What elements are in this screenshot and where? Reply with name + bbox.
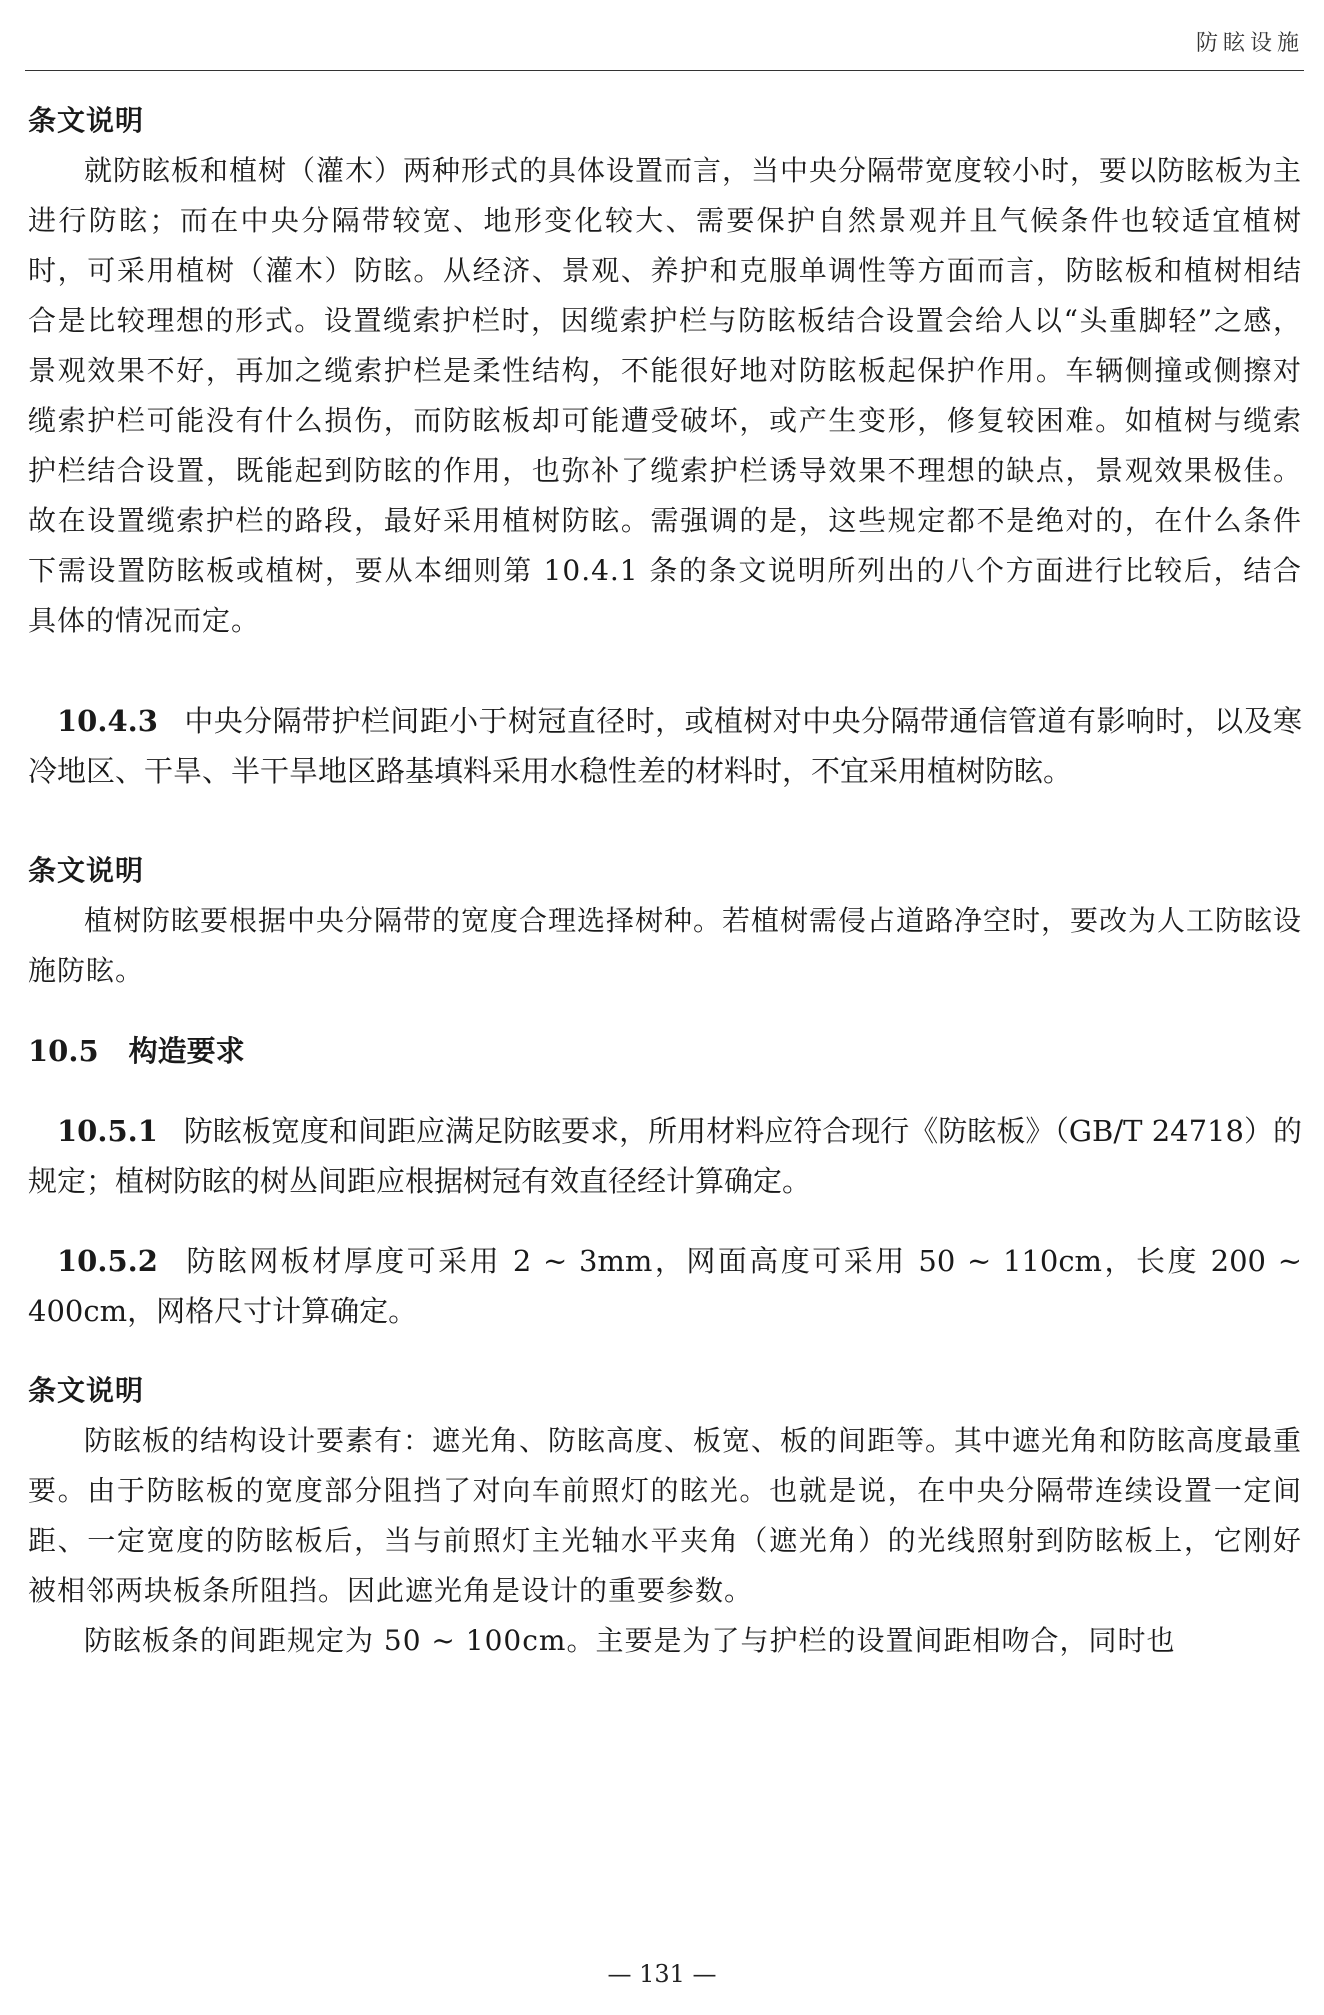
commentary-label: 条文说明 bbox=[28, 1374, 145, 1407]
clause-10-5-2 bbox=[28, 1236, 1302, 1336]
section-title: 构造要求 bbox=[128, 1034, 245, 1068]
commentary-block-1 bbox=[28, 96, 1302, 646]
page-header bbox=[25, 0, 1304, 71]
page-number: — 131 — bbox=[607, 1960, 717, 1988]
commentary-label: 条文说明 bbox=[28, 854, 145, 887]
commentary-paragraph: 就防眩板和植树（灌木）两种形式的具体设置而言，当中央分隔带宽度较小时，要以防眩板为主进行防眩；而在中央分隔带较宽、地形变化较大、需要保护自然景观并且气候条件也较适宜植树时，可采用植树（灌木）防眩。从经济、景观、养护和克服单调性等方面而言，防眩板和植树相结合是比较理想的形式。设置缆索护栏时，因缆索护栏与防眩板结合设置会给人以“头重脚轻”之感，景观效果不好，再加之缆索护栏是柔性结构，不能很好地对防眩板起保护作用。车辆侧撞或侧擦对缆索护栏可能没有什么损伤，而防眩板却可能遭受破坏，或产生变形，修复较困难。如植树与缆索护栏结合设置，既能起到防眩的作用，也弥补了缆索护栏诱导效果不理想的缺点，景观效果极佳。故在设置缆索护栏的路段，最好采用植树防眩。需强调的是，这些规定都不是绝对的，在什么条件下需设置防眩板或植树，要从本细则第 10.4.1 条的条文说明所列出的八个方面进行比较后，结合具体的情况而定。 bbox=[28, 154, 1303, 637]
clause-10-4-3 bbox=[28, 696, 1302, 796]
clause-number: 10.5.2 bbox=[57, 1244, 158, 1278]
clause-text: 防眩网板材厚度可采用 2 ~ 3mm，网面高度可采用 50 ~ 110cm，长度 200 ~ 400cm，网格尺寸计算确定。 bbox=[28, 1244, 1302, 1328]
clause-text: 中央分隔带护栏间距小于树冠直径时，或植树对中央分隔带通信管道有影响时，以及寒冷地区、干旱、半干旱地区路基填料采用水稳性差的材料时，不宜采用植树防眩。 bbox=[28, 704, 1302, 788]
page-body bbox=[28, 96, 1302, 1666]
clause-10-5-1 bbox=[28, 1106, 1302, 1206]
commentary-block-2 bbox=[28, 846, 1302, 996]
running-header-title: 防眩设施 bbox=[1195, 31, 1304, 56]
section-number: 10.5 bbox=[28, 1034, 99, 1068]
commentary-paragraph-1: 防眩板的结构设计要素有：遮光角、防眩高度、板宽、板的间距等。其中遮光角和防眩高度最重要。由于防眩板的宽度部分阻挡了对向车前照灯的眩光。也就是说，在中央分隔带连续设置一定间距、一定宽度的防眩板后，当与前照灯主光轴水平夹角（遮光角）的光线照射到防眩板上，它刚好被相邻两块板条所阻挡。因此遮光角是设计的重要参数。 bbox=[28, 1424, 1303, 1607]
clause-number: 10.4.3 bbox=[57, 704, 158, 738]
commentary-paragraph: 植树防眩要根据中央分隔带的宽度合理选择树种。若植树需侵占道路净空时，要改为人工防眩设施防眩。 bbox=[28, 904, 1303, 987]
section-heading-10-5 bbox=[28, 1026, 1302, 1076]
commentary-label: 条文说明 bbox=[28, 104, 145, 137]
commentary-block-3 bbox=[28, 1366, 1302, 1666]
clause-number: 10.5.1 bbox=[57, 1114, 158, 1148]
clause-text: 防眩板宽度和间距应满足防眩要求，所用材料应符合现行《防眩板》（GB/T 24718）的规定；植树防眩的树丛间距应根据树冠有效直径经计算确定。 bbox=[28, 1114, 1302, 1198]
commentary-paragraph-2: 防眩板条的间距规定为 50 ~ 100cm。主要是为了与护栏的设置间距相吻合，同时也 bbox=[84, 1624, 1176, 1657]
